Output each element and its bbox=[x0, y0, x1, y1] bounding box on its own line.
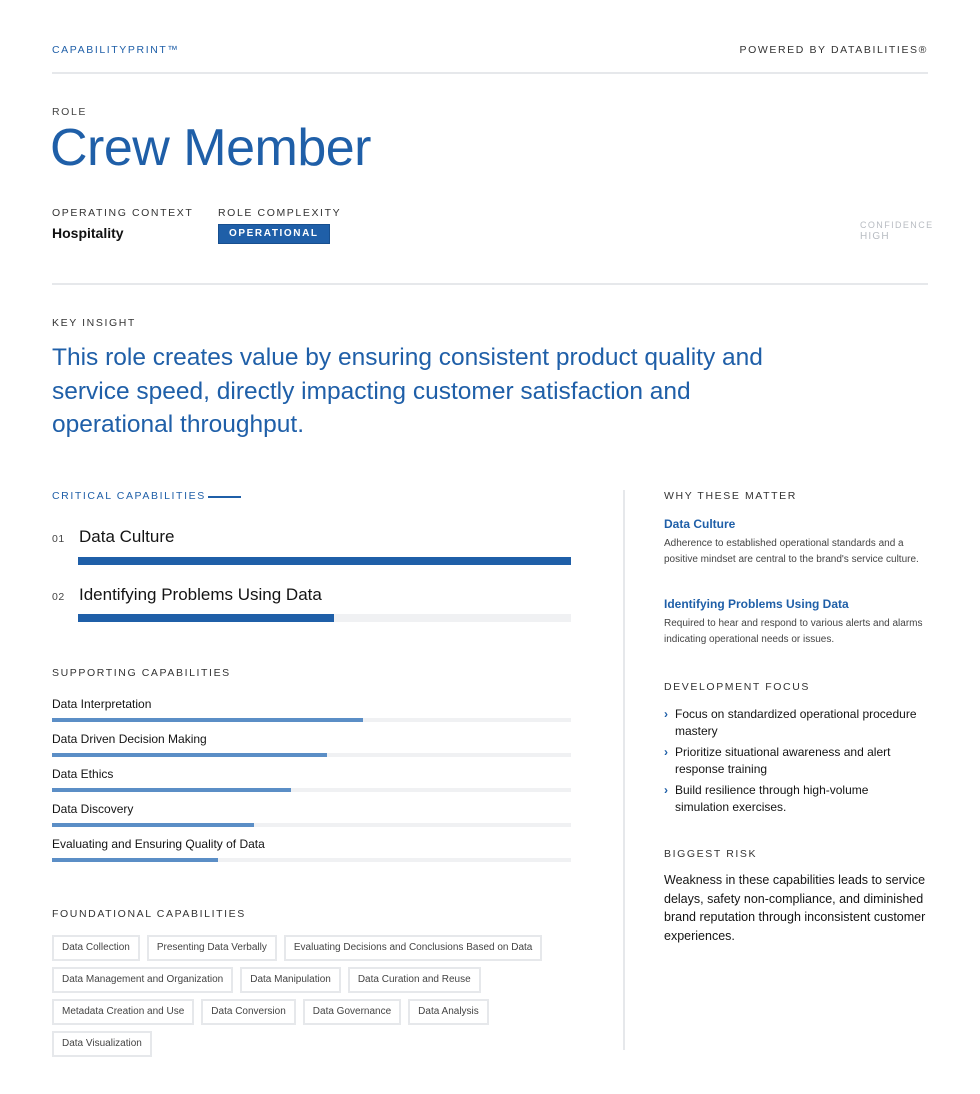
foundational-tag: Data Management and Organization bbox=[52, 967, 233, 993]
supporting-bar-fill bbox=[52, 718, 363, 722]
why-item bbox=[664, 517, 934, 568]
operating-context-value: Hospitality bbox=[52, 225, 124, 241]
role-complexity-label: ROLE COMPLEXITY bbox=[218, 207, 342, 219]
supporting-bar-fill bbox=[52, 858, 218, 862]
supporting-bar-track bbox=[52, 753, 571, 757]
chevron-right-icon: › bbox=[664, 783, 668, 797]
critical-item-number: 02 bbox=[52, 591, 65, 603]
foundational-tag: Metadata Creation and Use bbox=[52, 999, 194, 1025]
critical-label-dash bbox=[208, 496, 241, 498]
development-focus-item bbox=[664, 706, 924, 739]
development-focus-text: Focus on standardized operational procedure mastery bbox=[675, 707, 917, 738]
why-these-matter-label: WHY THESE MATTER bbox=[664, 490, 797, 502]
critical-capabilities-label: CRITICAL CAPABILITIES bbox=[52, 490, 206, 502]
foundational-tag: Data Visualization bbox=[52, 1031, 152, 1057]
biggest-risk-text: Weakness in these capabilities leads to service delays, safety non-compliance, and diminished brand reputation through inconsistent customer experiences. bbox=[664, 873, 926, 943]
foundational-tag-list bbox=[52, 935, 572, 1057]
confidence-value: HIGH bbox=[860, 231, 890, 242]
supporting-bar-fill bbox=[52, 823, 254, 827]
why-item-description: Adherence to established operational standards and a positive mindset are central to the brand's service culture. bbox=[664, 538, 919, 565]
supporting-item-name: Data Driven Decision Making bbox=[52, 732, 207, 746]
critical-item-name: Data Culture bbox=[79, 527, 175, 546]
development-focus-list bbox=[664, 706, 924, 820]
supporting-bar-fill bbox=[52, 753, 327, 757]
foundational-tag: Data Collection bbox=[52, 935, 140, 961]
supporting-item-name: Data Interpretation bbox=[52, 697, 152, 711]
critical-item-number: 01 bbox=[52, 533, 65, 545]
foundational-capabilities-label: FOUNDATIONAL CAPABILITIES bbox=[52, 908, 246, 920]
why-item bbox=[664, 597, 934, 648]
role-title: Crew Member bbox=[50, 119, 371, 177]
development-focus-item bbox=[664, 744, 924, 777]
supporting-item-name: Evaluating and Ensuring Quality of Data bbox=[52, 837, 265, 851]
supporting-bar-track bbox=[52, 858, 571, 862]
powered-by: POWERED BY DATABILITIES® bbox=[739, 44, 928, 56]
biggest-risk-label: BIGGEST RISK bbox=[664, 848, 758, 860]
key-insight-text: This role creates value by ensuring consistent product quality and service speed, directly impacting customer satisfaction and operational throughput. bbox=[52, 344, 763, 438]
supporting-item-name: Data Ethics bbox=[52, 767, 114, 781]
development-focus-label: DEVELOPMENT FOCUS bbox=[664, 681, 811, 693]
meta-divider bbox=[52, 283, 928, 285]
role-label: ROLE bbox=[52, 106, 87, 118]
supporting-bar-fill bbox=[52, 788, 291, 792]
confidence-label: CONFIDENCE bbox=[860, 220, 934, 230]
critical-bar-fill bbox=[78, 614, 334, 622]
development-focus-text: Build resilience through high-volume simulation exercises. bbox=[675, 783, 869, 814]
supporting-bar-track bbox=[52, 788, 571, 792]
foundational-tag: Data Conversion bbox=[201, 999, 295, 1025]
development-focus-item bbox=[664, 782, 924, 815]
operating-context-label: OPERATING CONTEXT bbox=[52, 207, 194, 219]
chevron-right-icon: › bbox=[664, 745, 668, 759]
critical-bar-track bbox=[78, 557, 571, 565]
brand-name: CAPABILITYPRINT™ bbox=[52, 44, 180, 56]
why-item-title: Data Culture bbox=[664, 517, 736, 531]
foundational-tag: Data Governance bbox=[303, 999, 401, 1025]
role-complexity-badge: OPERATIONAL bbox=[218, 224, 330, 244]
why-item-title: Identifying Problems Using Data bbox=[664, 597, 849, 611]
foundational-tag: Data Manipulation bbox=[240, 967, 341, 993]
foundational-tag: Data Curation and Reuse bbox=[348, 967, 481, 993]
development-focus-text: Prioritize situational awareness and alert response training bbox=[675, 745, 891, 776]
why-item-description: Required to hear and respond to various alerts and alarms indicating operational needs or issues. bbox=[664, 618, 923, 645]
foundational-tag: Presenting Data Verbally bbox=[147, 935, 277, 961]
column-divider bbox=[623, 490, 625, 1050]
key-insight-label: KEY INSIGHT bbox=[52, 317, 136, 329]
critical-item-name: Identifying Problems Using Data bbox=[79, 585, 322, 604]
supporting-bar-track bbox=[52, 823, 571, 827]
foundational-tag: Data Analysis bbox=[408, 999, 489, 1025]
header-divider bbox=[52, 72, 928, 74]
supporting-bar-track bbox=[52, 718, 571, 722]
foundational-tag: Evaluating Decisions and Conclusions Based on Data bbox=[284, 935, 542, 961]
supporting-capabilities-label: SUPPORTING CAPABILITIES bbox=[52, 667, 231, 679]
critical-bar-track bbox=[78, 614, 571, 622]
chevron-right-icon: › bbox=[664, 707, 668, 721]
critical-bar-fill bbox=[78, 557, 571, 565]
supporting-item-name: Data Discovery bbox=[52, 802, 134, 816]
